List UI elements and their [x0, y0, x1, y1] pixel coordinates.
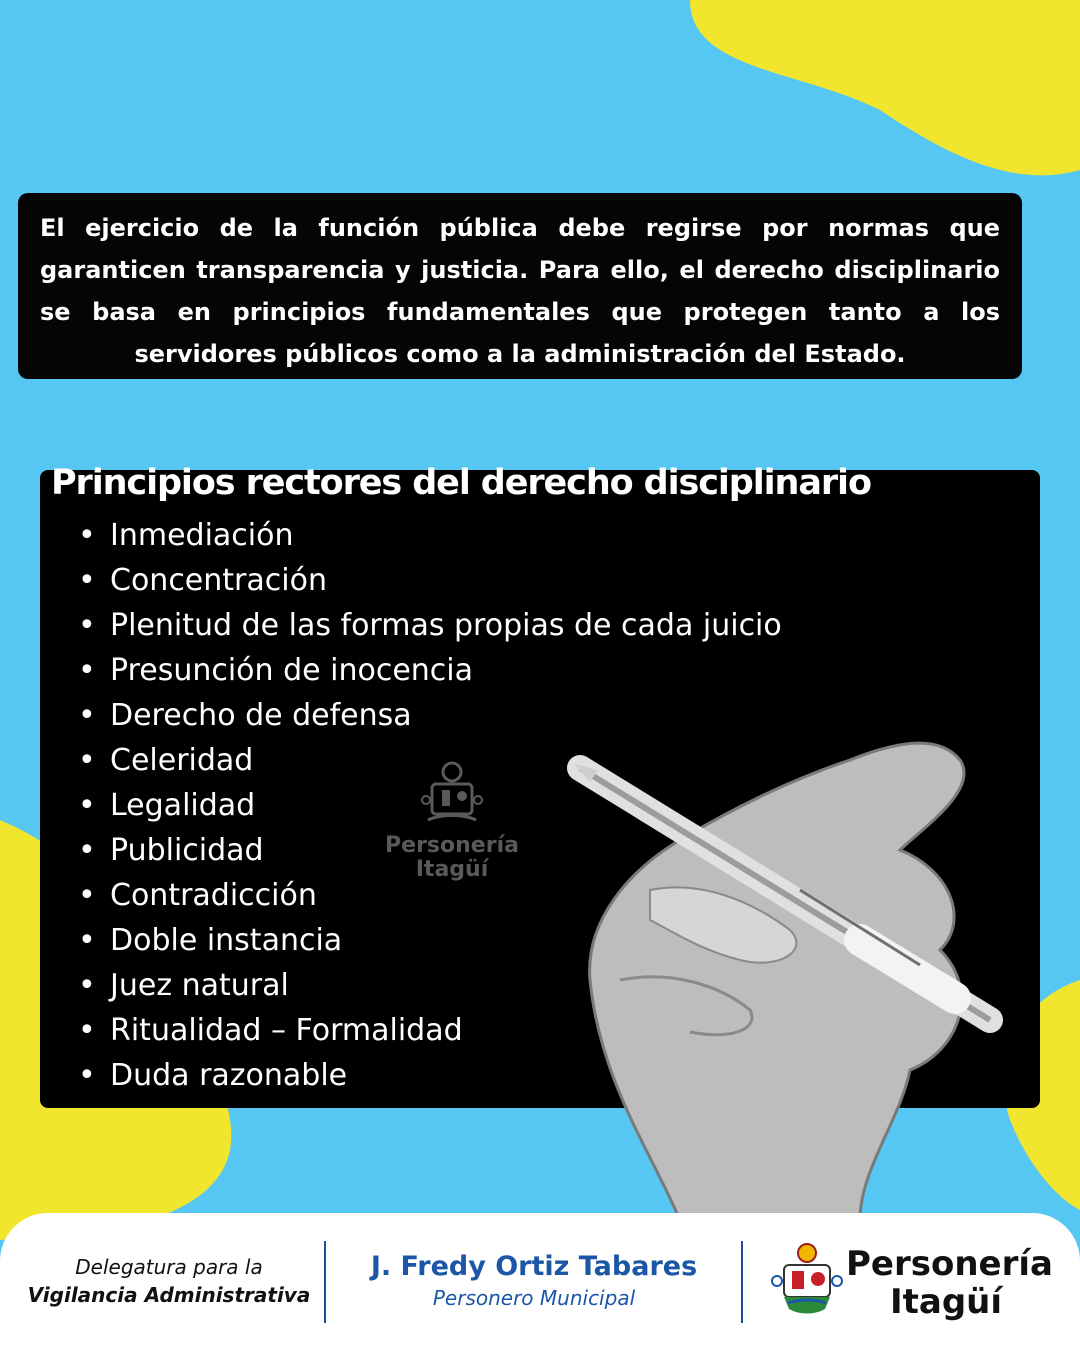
footer-left-line2: Vigilancia Administrativa: [27, 1283, 311, 1307]
footer-brand: [846, 1244, 1053, 1322]
bullet-icon: •: [78, 1013, 96, 1048]
bullet-icon: •: [78, 878, 96, 913]
list-item: • Duda razonable: [78, 1053, 782, 1098]
bullet-icon: •: [78, 608, 96, 643]
principles-title: Principios rectores del derecho disciplinario: [51, 463, 871, 503]
personero-name: J. Fredy Ortiz Tabares: [370, 1251, 698, 1282]
footer: [0, 1213, 1080, 1350]
brand-line1: Personería: [846, 1244, 1053, 1284]
list-item: • Ritualidad – Formalidad: [78, 1008, 782, 1053]
brand-line2: Itagüí: [889, 1282, 1003, 1322]
bullet-icon: •: [78, 833, 96, 868]
list-item: • Publicidad: [78, 828, 782, 873]
personero-role: Personero Municipal: [432, 1286, 636, 1310]
bullet-icon: •: [78, 653, 96, 688]
bullet-icon: •: [78, 1058, 96, 1093]
footer-divider: [741, 1241, 743, 1323]
list-item: • Derecho de defensa: [78, 693, 782, 738]
list-item: • Contradicción: [78, 873, 782, 918]
list-item: • Doble instancia: [78, 918, 782, 963]
bullet-icon: •: [78, 968, 96, 1003]
list-item: • Inmediación: [78, 513, 782, 558]
bullet-icon: •: [78, 743, 96, 778]
footer-divider: [324, 1241, 326, 1323]
coat-of-arms-icon: [770, 1241, 844, 1317]
coat-of-arms-icon: [420, 760, 484, 830]
list-item: • Plenitud de las formas propias de cada juicio: [78, 603, 782, 648]
watermark: [372, 760, 532, 882]
bullet-icon: •: [78, 518, 96, 553]
list-item: • Legalidad: [78, 783, 782, 828]
list-item: • Concentración: [78, 558, 782, 603]
list-item: • Juez natural: [78, 963, 782, 1008]
watermark-line1: Personería: [385, 833, 519, 858]
bullet-icon: •: [78, 563, 96, 598]
footer-personero: [330, 1249, 738, 1311]
bullet-icon: •: [78, 698, 96, 733]
list-item: • Presunción de inocencia: [78, 648, 782, 693]
bullet-icon: •: [78, 923, 96, 958]
footer-left-line1: Delegatura para la: [75, 1255, 263, 1279]
list-item: • Celeridad: [78, 738, 782, 783]
watermark-line2: Itagüí: [415, 857, 489, 882]
footer-delegatura: [0, 1253, 338, 1309]
intro-text-box: El ejercicio de la función pública debe regirse por normas que garanticen transparencia y justicia. Para ello, el derecho disciplinario se basa en principios fundamentales que protegen tanto a los servidores públicos como a la administración del Estado.: [18, 193, 1022, 379]
bullet-icon: •: [78, 788, 96, 823]
